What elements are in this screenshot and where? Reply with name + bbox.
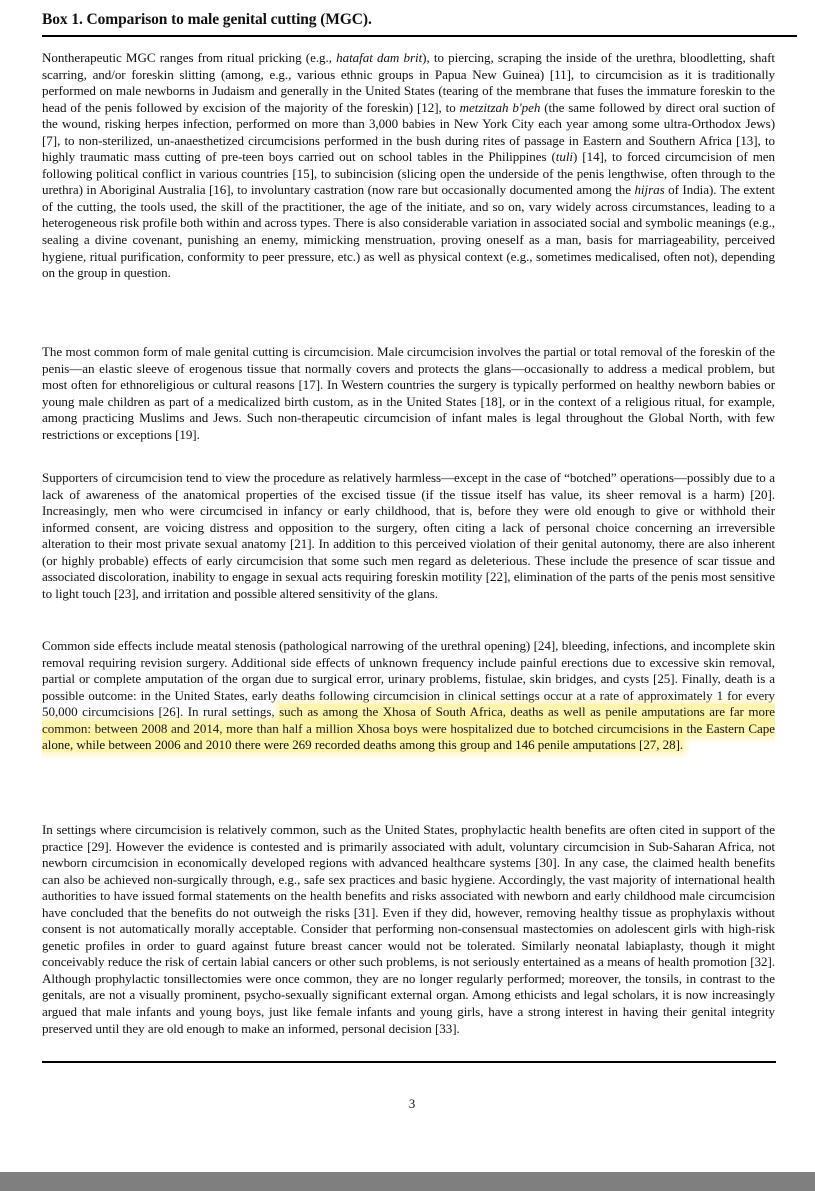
box-title: Box 1. Comparison to male genital cutting (MGC).	[42, 10, 797, 37]
paragraph-5: In settings where circumcision is relatively common, such as the United States, prophylactic health benefits are often cited in support of the practice [29]. However the evidence is contested and is primarily associated with adult, voluntary circumcision in Sub-Saharan Africa, not newborn circumcision in economically developed regions with advanced healthcare systems [30]. In any case, the claimed health benefits can also be achieved non-surgically through, e.g., safe sex practices and basic hygiene. Accordingly, the vast majority of international health authorities to have issued formal statements on the health benefits and risks associated with newborn and early childhood male circumcision have concluded that the benefits do not outweigh the risks [31]. Even if they did, however, removing healthy tissue as prophylaxis without consent is not automatically morally acceptable. Consider that performing non-consensual mastectomies on adolescent girls with high-risk genetic profiles in order to guard against future breast cancer would not be tolerated. Similarly neonatal labiaplasty, though it might conceivably reduce the risk of certain labial cancers or other such problems, is not seriously entertained as a means of health promotion [32]. Although prophylactic tonsillectomies were once common, they are no longer regularly performed; moreover, the tonsils, in contrast to the genitals, are not a visually prominent, psycho-sexually significant external organ. Among ethicists and legal scholars, it is now increasingly argued that male infants and young boys, just like female infants and young girls, have a strong interest in having their genital integrity preserved until they are old enough to make an informed, personal decision [33].	[42, 822, 775, 1036]
term-metzitzah-bpeh: metzitzah b'peh	[459, 99, 541, 115]
paragraph-4	[42, 638, 775, 754]
paragraph-1-text-e: of India). The extent of the cutting, the tools used, the skill of the practitioner, the age of the initiate, and so on, vary widely across circumstances, leading to a heterogeneous risk profile both within and across types. There is also considerable variation in associated social and symbolic meanings (e.g., sealing a divine covenant, punishing an enemy, mimicking menstruation, proving oneself as a man, basis for marriageability, perceived hygiene, ritual purification, conformity to peer pressure, etc.) as well as physical context (e.g., sometimes medicalised, often not), depending on the group in question.	[42, 182, 776, 281]
paragraph-1-text-c: (the same followed by direct oral suction of the wound, risking herpes infection, performed on more than 3,000 babies in New York City each year among some ultra-Orthodox Jews) [7], to non-sterilized, un-anaesthetized circumcisions performed in the bush during rites of passage in Eastern and Southern Africa [13], to highly traumatic mass cutting of pre-teen boys carried out on school tables in the Philippines (	[42, 99, 775, 165]
term-hatafat-dam-brit: hatafat dam brit	[336, 50, 423, 65]
paragraph-1-text-b: ), to piercing, scraping the inside of the urethra, bloodletting, shaft scarring, and/or foreskin slitting (among, e.g., various ethnic groups in Papua New Guinea) [11], to circumcision as it is traditionally performed on male newborns in Judaism and generally in the United States (tearing of the membrane that fuses the immature foreskin to the head of the penis followed by excision of the majority of the foreskin) [12], to	[42, 50, 775, 115]
term-tuli: tuli	[555, 149, 573, 165]
paragraph-1	[42, 50, 775, 282]
paragraph-1-text-d: ) [14], to forced circumcision of men following political conflict in various countries [15], to subincision (slicing open the underside of the penis lengthwise, often through to the urethra) in Aboriginal Australia [16], to involuntary castration (now rare but occasionally documented among the	[42, 149, 776, 198]
page-number: 3	[408, 1096, 416, 1111]
viewer-bottom-bar	[0, 1172, 815, 1191]
paragraph-3: Supporters of circumcision tend to view the procedure as relatively harmless—except in the case of “botched” operations—possibly due to a lack of awareness of the anatomical properties of the excised tissue (if the tissue itself has value, its sheer removal is a harm) [20]. Increasingly, men who were circumcised in infancy or early childhood, that is, before they were old enough to give or withhold their informed consent, are voicing distress and opposition to the surgery, often citing a lack of personal choice concerning an irreversible alteration to their most private sexual anatomy [21]. In addition to this perceived violation of their genital autonomy, there are also inherent (or highly probable) effects of early circumcision that some such men regard as deleterious. These include the presence of scar tissue and associated discoloration, inability to engage in sexual acts requiring foreskin motility [22], elimination of the parts of the penis most sensitive to light touch [23], and irritation and possible altered sensitivity of the glans.	[42, 470, 775, 601]
box-bottom-rule	[42, 1061, 776, 1063]
document-page	[42, 10, 797, 1111]
paragraph-4-text: Common side effects include meatal stenosis (pathological narrowing of the urethral opening) [24], bleeding, infections, and incomplete skin removal requiring revision surgery. Additional side effects of unknown frequency include painful erections due to excessive skin removal, partial or complete amputation of the organ due to surgical error, urinary problems, fistulae, skin bridges, and cysts [25]. Finally, death is a possible outcome: in the United States, early deaths following circumcision in clinical settings occur at a rate of approximately 1 for every 50,000 circumcisions [26]. In rural settings,	[42, 638, 775, 720]
paragraph-1-text-a: Nontherapeutic MGC ranges from ritual pricking (e.g.,	[42, 50, 337, 65]
paragraph-2: The most common form of male genital cutting is circumcision. Male circumcision involves the partial or total removal of the foreskin of the penis—an elastic sleeve of erogenous tissue that normally covers and protects the glans—occasionally to address a medical problem, but most often for ethnoreligious or cultural reasons [17]. In Western countries the surgery is typically performed on healthy newborn babies or young male children as part of a medicalized birth custom, as in the United States [18], or in the context of a religious ritual, for example, among practicing Muslims and Jews. Such non-therapeutic circumcision of infant males is legal throughout the Global North, with few restrictions or exceptions [19].	[42, 344, 775, 442]
highlighted-passage[interactable]: such as among the Xhosa of South Africa, deaths as well as penile amputations are far more common: between 2008 and 2014, more than half a million Xhosa boys were hospitalized due to botched circumcisions in the Eastern Cape alone, while between 2006 and 2010 there were 269 recorded deaths among this group and 146 penile amputations [27, 28].	[42, 704, 775, 753]
term-hijras: hijras	[634, 182, 665, 198]
